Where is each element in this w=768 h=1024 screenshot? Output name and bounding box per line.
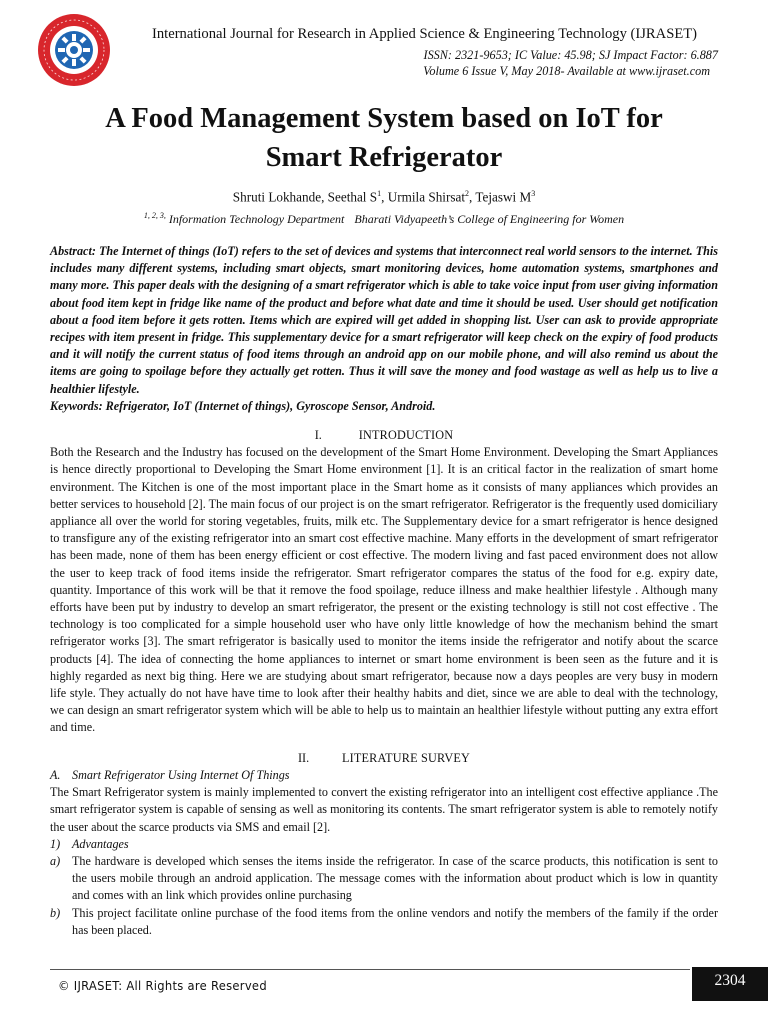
volume-line: Volume 6 Issue V, May 2018- Available at www.ijraset.com (423, 64, 710, 78)
subsection-marker: A. (50, 767, 61, 782)
section-title: INTRODUCTION (358, 428, 454, 443)
author-list: Shruti Lokhande, Seethal $S^1$, Urmila Shirsat$^2$, Tejaswi $M^3$ (232, 189, 536, 205)
affiliation (60, 211, 708, 227)
paper-title-line1: A Food Management System based on IoT for (105, 103, 663, 134)
abstract: Abstract: The Internet of things (IoT) refers to the set of devices and systems that interconnect real world sensors to the internet. This includes many different systems, including smart objects, smart monitoring devices, home automation systems, smartphones and many more. This paper deals with the designing of a smart refrigerator which is able to take voice input from user giving information about food item kept in fridge like name of the product and before what date and time it should be used. User should get notification about a food item before it gets rotten. Items which are expired will get added in shopping list. User can ask to provide appropriate recipes with item present in fridge. This supplementary device for a smart refrigerator will keep check on the expiry of food products and it will notify the current status of food items through an android app on our mobile phone, and will also remind us about the items are going to spoilage before they actually get rotten. Thus it will save the money and food wastage as well as help us to live a healthier lifestyle. (50, 244, 718, 396)
author-sup: 3 (531, 189, 536, 198)
section-heading-introduction (50, 427, 718, 444)
advantages-title: Advantages (72, 836, 129, 851)
keywords: Keywords: Refrigerator, IoT (Internet of things), Gyroscope Sensor, Android. (50, 398, 436, 413)
journal-logo (34, 10, 124, 90)
list-item-text: This project facilitate online purchase of the food items from the online vendors and notify the members of the family if the order has been placed. (72, 905, 718, 937)
copyright-notice: © IJRASET: All Rights are Reserved (58, 979, 267, 994)
page-number: 2304 (692, 967, 768, 1001)
author-name: Seethal S (327, 189, 378, 205)
section-number: II. (297, 750, 310, 765)
footer-rule (50, 969, 690, 970)
advantages-heading (50, 836, 718, 853)
paper-title-line2: Smart Refrigerator (265, 142, 503, 173)
subsection-title: Smart Refrigerator Using Internet Of Things (72, 767, 290, 782)
list-item (50, 853, 718, 905)
list-marker: b) (50, 905, 61, 920)
list-marker: a) (50, 853, 61, 868)
literature-paragraph: The Smart Refrigerator system is mainly implemented to convert the existing refrigerator into an intelligent cost effective appliance .The smart refrigerator system is capable of sensing as well as monitoring its contents. The smart refrigerator system is able to remotely notify the user about the scarce products via SMS and email [2]. (50, 785, 718, 834)
issn-line: ISSN: 2321-9653; IC Value: 45.98; SJ Impact Factor: 6.887 (423, 48, 718, 62)
list-item (50, 905, 718, 939)
subsection-heading (50, 767, 718, 784)
author-name: Shruti Lokhande (232, 189, 322, 205)
author-sup: 1 (377, 189, 382, 198)
advantages-marker: 1) (50, 836, 61, 851)
journal-name: International Journal for Research in Applied Science & Engineering Technology (IJRASET) (152, 26, 698, 42)
section-number: I. (314, 428, 322, 443)
paper-title (60, 99, 708, 177)
introduction-paragraph: Both the Research and the Industry has focused on the development of the Smart Home Environment. Developing the Smart Appliances is hence directly proportional to Developing the Smart Home environment [1]. It is an critical factor in the realization of smart home environment. The Kitchen is one of the most important place in the Smart home as it consists of many appliances which provides an better services to household [2]. The main focus of our project is on the smart refrigerator. Refrigerator is the frequently used domiciliary appliance all over the world for storing vegetables, fruits, milk etc. The Supplementary device for a smart refrigerator is hence designed to transfigure any of the existing refrigerator into an smart cost effective machine. Many efforts in the development of smart refrigerator has been made, none of them has been energy efficient or cost effective. The modern living and fast paced environment does not allow the user to keep track of food items inside the refrigerator. Smart refrigerator compares the status of the food for e.g. expiry date, quantity. Importance of this work will be that it remove the food spoilage, reduce illness and make healthier lifestyle . Although many efforts have been put by industry to develop an smart refrigerator, the present or the existing technology is still not cost effective . The technology is too complicated for a simple household user who have only little knowledge of how the mechanism behind the smart refrigerator works [3]. The smart refrigerator is basically used to monitor the items inside the refrigerator and notify about the scarce products [4]. The idea of connecting the home appliances to internet or smart home environment is been seen as the future and it is highly regarded as next big thing. Here we are studying about smart refrigerator, because now a days peoples are very busy in modern life style. They actually do not have have time to look after their healthy habits and diet, since we are able to deal with the technology, we can design an smart refrigerator system which will be able to help us to maintain an healthier lifestyle without putting any extra effort and time. (50, 445, 718, 735)
affiliation-college: Bharati Vidyapeeth’s College of Engineering for Women (354, 212, 625, 226)
list-item-text: The hardware is developed which senses the items inside the refrigerator. In case of the scarce products, this notification is sent to the users mobile through an android application. The message comes with the information about product which is low in quantity and comes with an link which provides online purchasing (72, 853, 718, 903)
body-column (50, 243, 718, 939)
affiliation-dept: Information Technology Department (168, 212, 345, 226)
affiliation-sup: 1, 2, 3, (143, 211, 166, 220)
section-heading-literature-survey (50, 750, 718, 767)
section-title: LITERATURE SURVEY (341, 750, 471, 765)
author-sup: 2 (465, 189, 469, 198)
author-name: Urmila Shirsat (387, 189, 465, 205)
author-name: Tejaswi M (475, 189, 532, 205)
